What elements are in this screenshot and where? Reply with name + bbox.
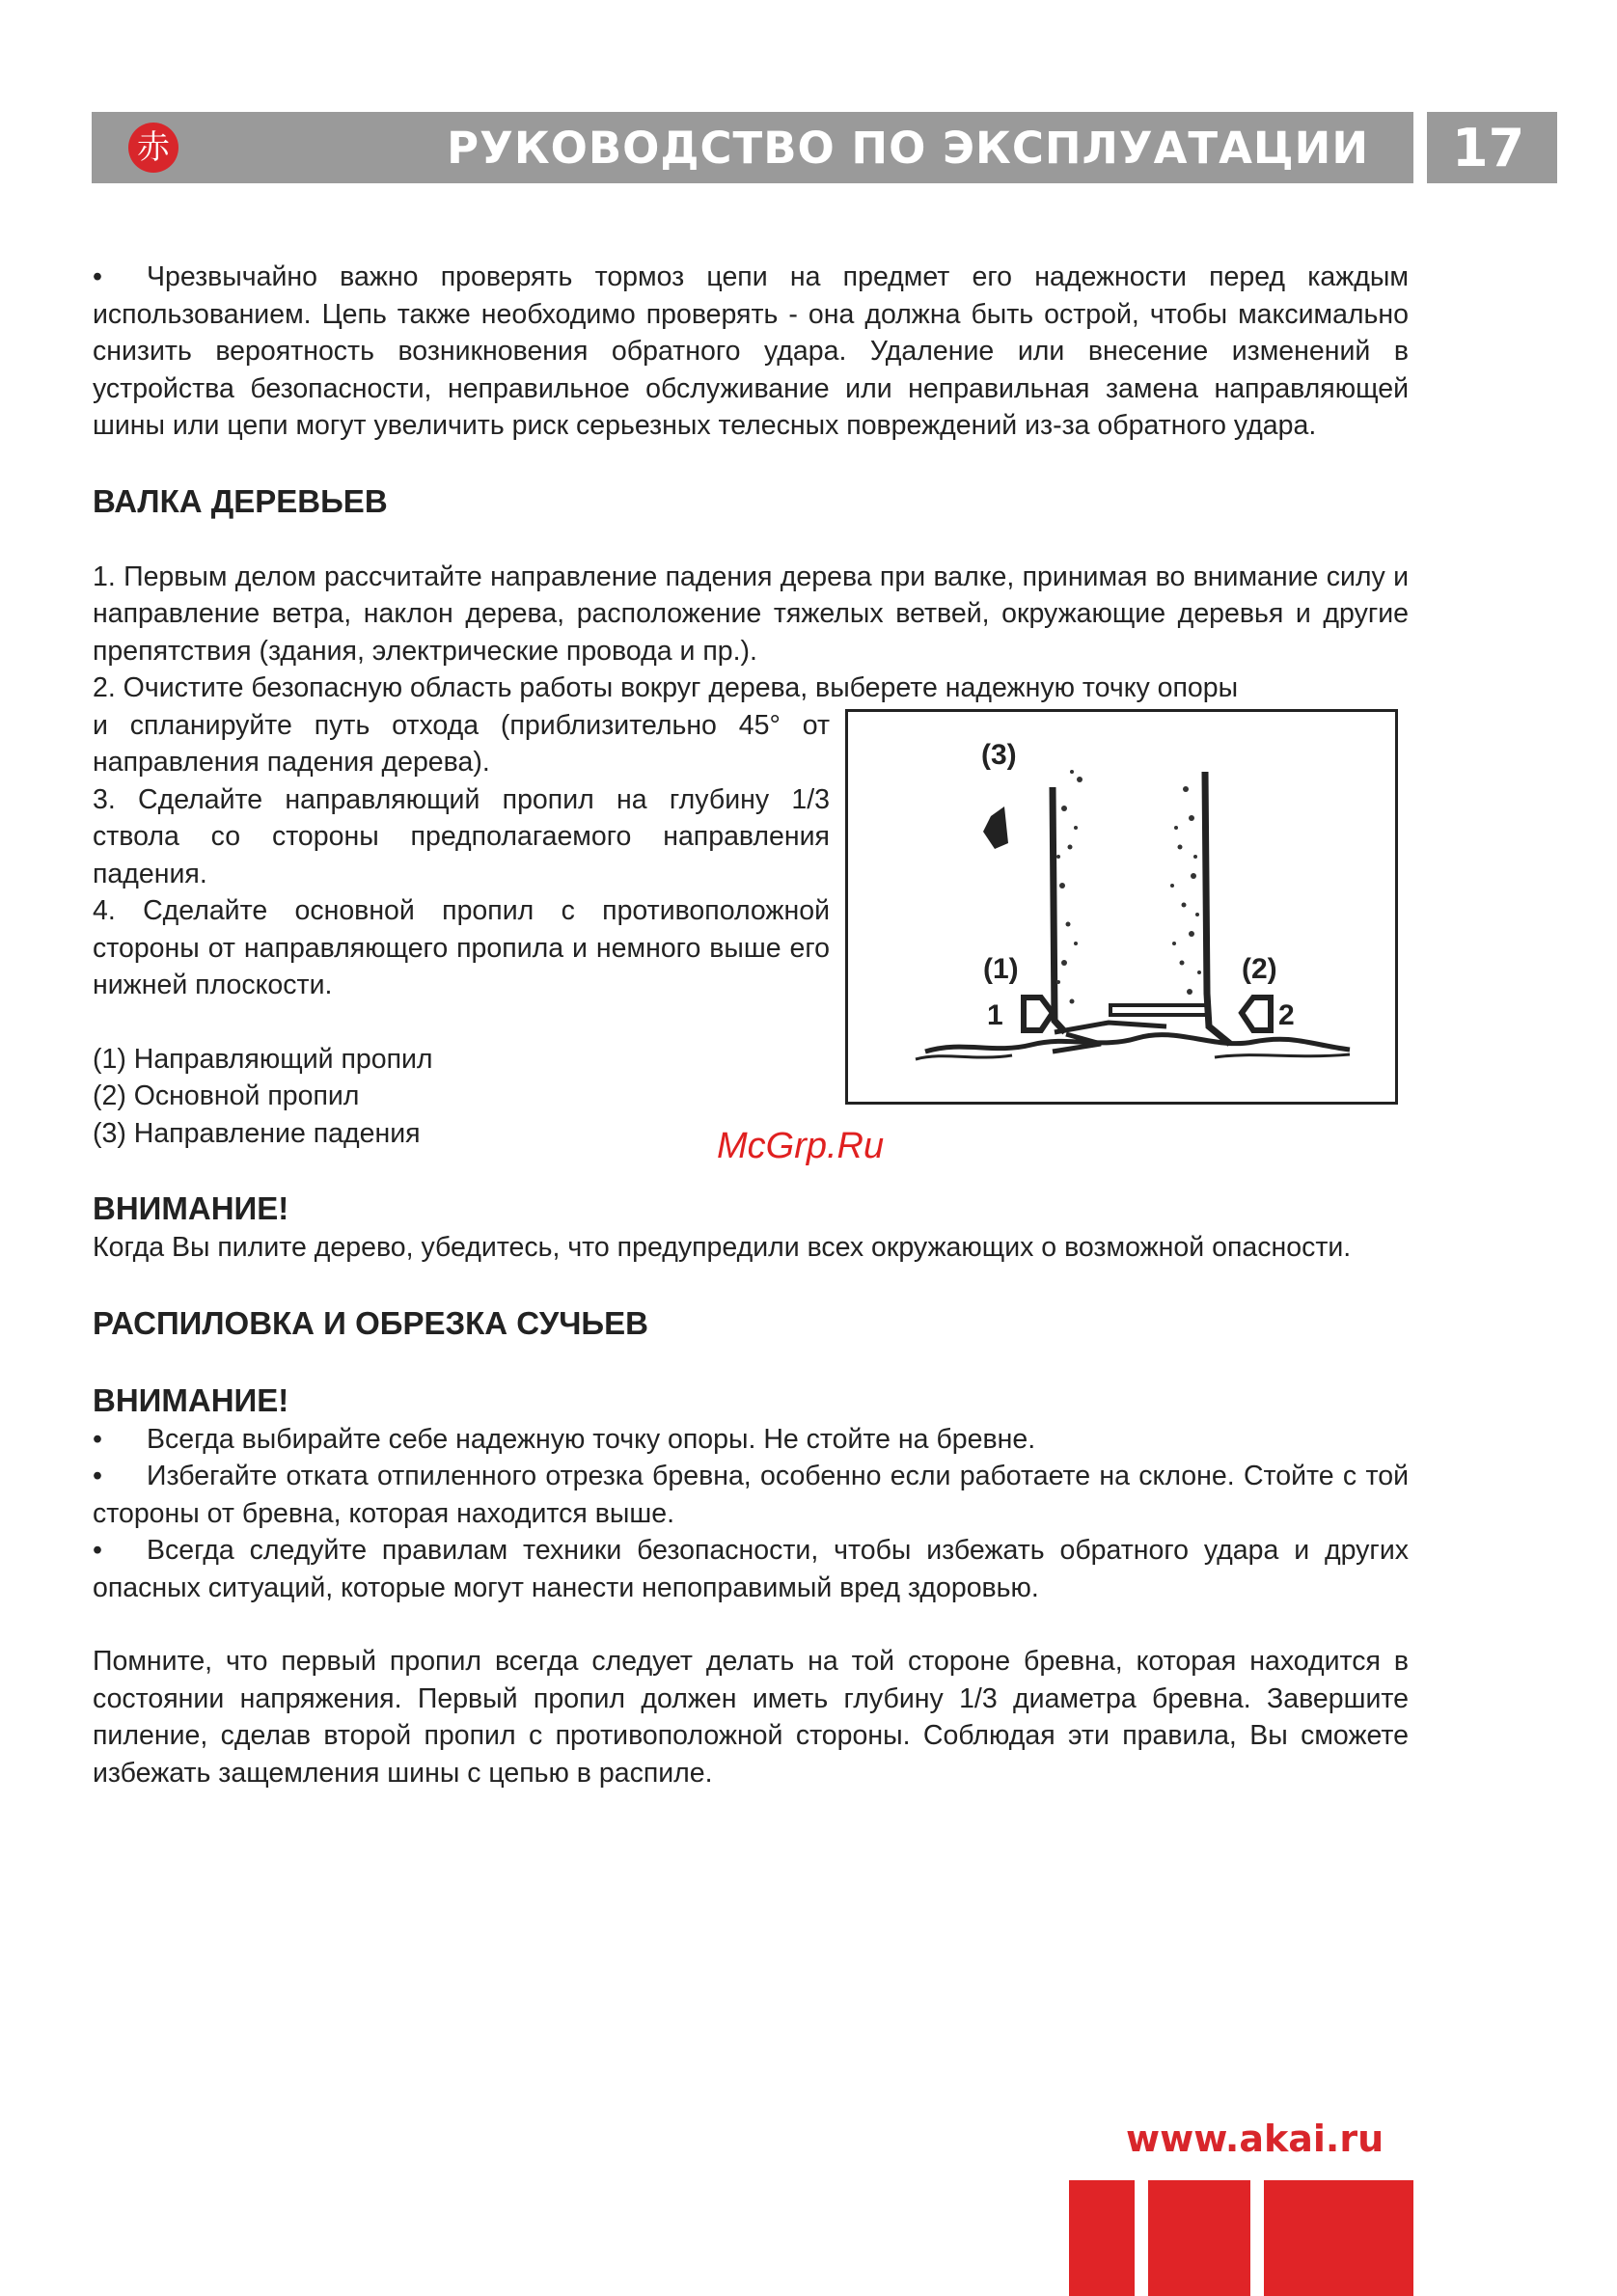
- felling-step-4: 4. Сделайте основной пропил с противоположной стороны от направляющего пропила и немного выше его нижней плоскости.: [93, 895, 830, 1000]
- felling-figure-block: [93, 707, 1409, 1153]
- footer-decor-bar: [1069, 2180, 1135, 2296]
- intro-paragraph: [93, 259, 1409, 445]
- bullet: •: [93, 1423, 102, 1455]
- header-title: РУКОВОДСТВО ПО ЭКСПЛУАТАЦИИ: [447, 123, 1369, 174]
- footer-decor-bar: [1148, 2180, 1250, 2296]
- page-number: 17: [1427, 112, 1557, 183]
- sawing-item-1: • Всегда выбирайте себе надежную точку опоры. Не стойте на бревне.: [93, 1421, 1409, 1459]
- bullet: •: [93, 261, 102, 292]
- felling-step-2b: и спланируйте путь отхода (приблизительно 45° от направления падения дерева).: [93, 709, 830, 778]
- page-content: [93, 259, 1409, 1791]
- sawing-item-3: • Всегда следуйте правилам техники безопасности, чтобы избежать обратного удара и других опасных ситуаций, которые могут нанести непоправимый вред здоровью.: [93, 1532, 1409, 1606]
- label-3-paren: (3): [981, 738, 1017, 771]
- footer-url-link[interactable]: www.akai.ru: [1126, 2118, 1384, 2160]
- label-2-paren: (2): [1242, 952, 1277, 985]
- felling-diagram-svg: [848, 712, 1395, 1102]
- sawing-item-2: • Избегайте отката отпиленного отрезка бревна, особенно если работаете на склоне. Стойте с той стороны от бревна, которая находится выше.: [93, 1458, 1409, 1532]
- felling-left-column: [93, 707, 830, 1153]
- label-1: 1: [987, 998, 1003, 1031]
- intro-text: Чрезвычайно важно проверять тормоз цепи на предмет его надежности перед каждым использованием. Цепь также необходимо проверять - она должна быть острой, чтобы максимально снизить вероятность возникновения обратного удара. Удаление или внесение изменений в устройства безопасности, неправильное обслуживание или неправильная замена направляющей шины или цепи могут увеличить риск серьезных телесных повреждений из-за обратного удара.: [93, 261, 1409, 441]
- footer-decor-bar: [1264, 2180, 1413, 2296]
- sawing-note: Помните, что первый пропил всегда следует делать на той стороне бревна, которая находится в состоянии напряжения. Первый пропил должен иметь глубину 1/3 диаметра бревна. Завершите пиление, сделав второй пропил с противоположной стороны. Соблюдая эти правила, Вы сможете избежать защемления шины с цепью в распиле.: [93, 1646, 1409, 1789]
- warning-heading-1: ВНИМАНИЕ!: [93, 1190, 289, 1226]
- warning-heading-2: ВНИМАНИЕ!: [93, 1381, 289, 1418]
- warning-text-1: Когда Вы пилите дерево, убедитесь, что предупредили всех окружающих о возможной опасности.: [93, 1232, 1352, 1263]
- felling-step-3: 3. Сделайте направляющий пропил на глубину 1/3 ствола со стороны предполагаемого направления падения.: [93, 783, 830, 889]
- legend-item-3: (3) Направление падения: [93, 1117, 421, 1149]
- bullet: •: [93, 1461, 102, 1491]
- label-2: 2: [1278, 998, 1295, 1031]
- brand-logo-icon: 赤: [128, 123, 178, 173]
- felling-heading: ВАЛКА ДЕРЕВЬЕВ: [93, 482, 388, 519]
- felling-diagram: [845, 709, 1398, 1105]
- sawing-heading: РАСПИЛОВКА И ОБРЕЗКА СУЧЬЕВ: [93, 1304, 648, 1341]
- page-header: [92, 112, 1413, 183]
- label-1-paren: (1): [983, 952, 1019, 985]
- felling-step-2a: 2. Очистите безопасную область работы вокруг дерева, выберете надежную точку опоры: [93, 672, 1239, 703]
- felling-step-1: 1. Первым делом рассчитайте направление падения дерева при валке, принимая во внимание силу и направление ветра, наклон дерева, расположение тяжелых ветвей, окружающие деревья и другие препятствия (здания, электрические провода и пр.).: [93, 560, 1409, 667]
- bullet: •: [93, 1535, 102, 1566]
- legend-item-2: (2) Основной пропил: [93, 1080, 360, 1111]
- watermark: McGrp.Ru: [717, 1126, 885, 1166]
- legend-item-1: (1) Направляющий пропил: [93, 1043, 433, 1075]
